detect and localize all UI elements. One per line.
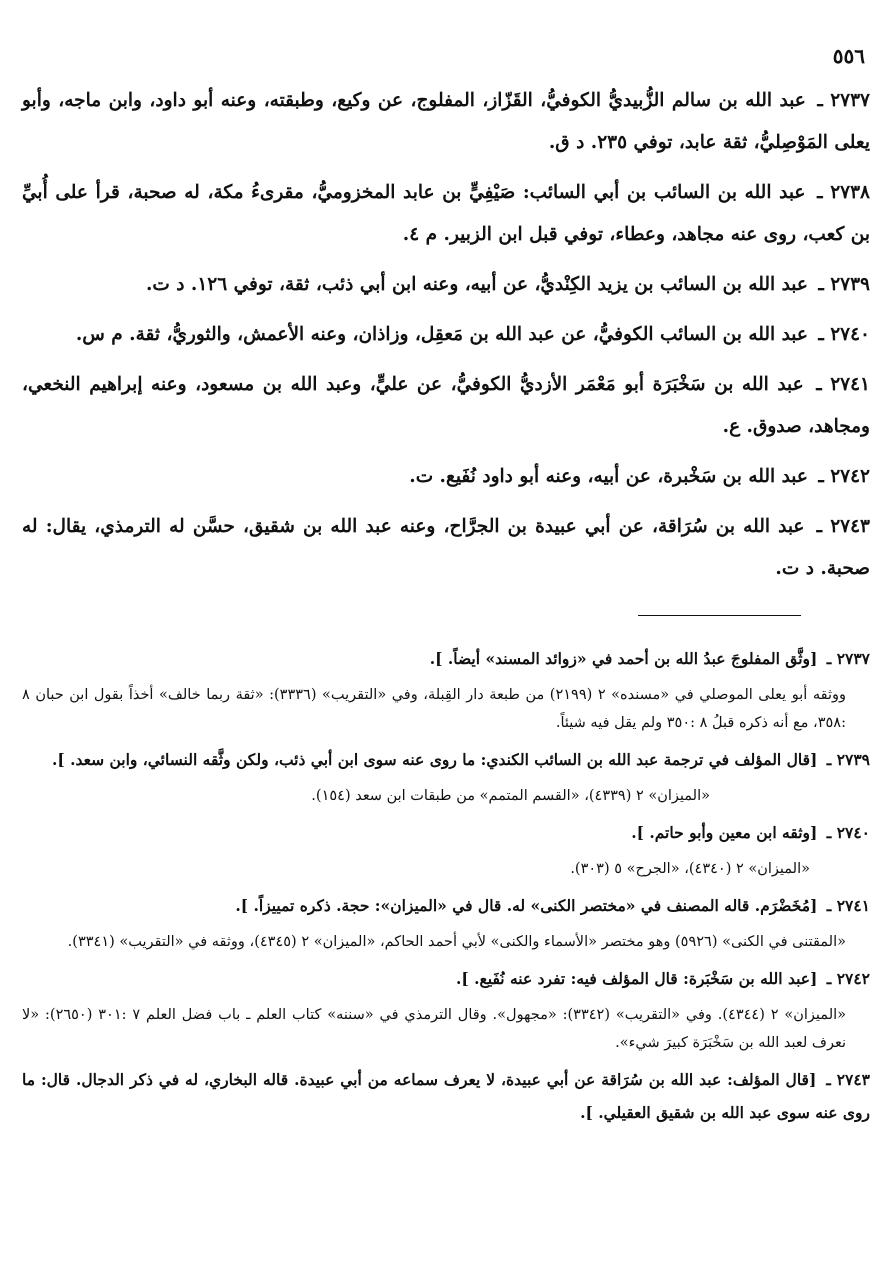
entry-paragraph bbox=[22, 456, 870, 498]
footnote-number: ٢٧٤١ ـ bbox=[826, 896, 870, 915]
footnote-number: ٢٧٤٠ ـ bbox=[826, 823, 870, 842]
entry-paragraph bbox=[22, 264, 870, 306]
footnote-text: [وثقه ابن معين وأبو حاتم. ]. bbox=[631, 823, 818, 842]
entry-text: عبد الله بن السائب الكوفيُّ، عن عبد الله بن مَعقِل، وزاذان، وعنه الأعمش، والثوريُّ، ثقة. م س. bbox=[75, 324, 808, 345]
entry-number: ٢٧٣٨ ـ bbox=[817, 182, 870, 203]
entry-text: عبد الله بن سَخْبرة، عن أبيه، وعنه أبو داود نُفَيع. ت. bbox=[409, 466, 808, 487]
footnote-divider bbox=[638, 615, 801, 616]
entry-text: عبد الله بن سُرَاقة، عن أبي عبيدة بن الجرَّاح، وعنه عبد الله بن شقيق، حسَّن له الترمذي، يقال: له صحبة. د ت. bbox=[22, 516, 870, 579]
footnotes bbox=[22, 642, 870, 1135]
footnote-reference: «الميزان» ٢ (٤٣٤٤). وفي «التقريب» (٣٣٤٢): «مجهول». وقال الترمذي في «سننه» كتاب العلم ـ باب فضل العلم ٧ :٣٠١ (٢٦٥٠): «لا نعرف لعبد الله بن سَخْبَرَة كبيرَ شيء». bbox=[22, 1007, 847, 1051]
entry-paragraph bbox=[22, 172, 870, 256]
entry-number: ٢٧٤٠ ـ bbox=[818, 324, 870, 345]
entry-number: ٢٧٣٩ ـ bbox=[818, 274, 870, 295]
footnote bbox=[22, 743, 870, 776]
footnote bbox=[22, 889, 870, 922]
entry-paragraph bbox=[22, 364, 870, 448]
entry-text: عبد الله بن السائب بن يزيد الكِنْديُّ، عن أبيه، وعنه ابن أبي ذئب، ثقة، توفي ١٢٦. د ت. bbox=[145, 274, 808, 295]
footnote bbox=[22, 642, 870, 675]
footnote-number: ٢٧٤٢ ـ bbox=[826, 969, 870, 988]
entry-text: عبد الله بن السائب بن أبي السائب: صَيْفِيٍّ بن عابد المخزوميُّ، مقرىءُ مكة، له صحبة، قرأ على أُبيِّ بن كعب، روى عنه مجاهد، وعطاء، توفي قبل ابن الزبير. م ٤. bbox=[22, 182, 870, 245]
footnote-text: [وثَّق المفلوجَ عبدُ الله بن أحمد في «زوائد المسند» أيضاً. ]. bbox=[429, 649, 818, 668]
footnote-text: [مُخَضْرَم. قاله المصنف في «مختصر الكنى» له. قال في «الميزان»: حجة. ذكره تمييزاً. ]. bbox=[235, 896, 818, 915]
footnote bbox=[22, 1063, 870, 1129]
footnote-reference: «الميزان» ٢ (٤٣٣٩)، «القسم المتمم» من طبقات ابن سعد (١٥٤). bbox=[311, 788, 710, 804]
entry-text: عبد الله بن سالم الزُّبيديُّ الكوفيُّ، القَزّاز، المفلوج، عن وكيع، وطبقته، وعنه أبو داود، وابن ماجه، وأبو يعلى المَوْصِليُّ، ثقة عابد، توفي ٢٣٥. د ق. bbox=[22, 90, 870, 153]
footnote-text: [عبد الله بن سَخْبَرة: قال المؤلف فيه: تفرد عنه نُفَيع. ]. bbox=[456, 969, 818, 988]
footnote-number: ٢٧٣٧ ـ bbox=[826, 649, 870, 668]
footnote-text: [قال المؤلف في ترجمة عبد الله بن السائب الكندي: ما روى عنه سوى ابن أبي ذئب، ولكن وثَّقه النسائي، وابن سعد. ]. bbox=[51, 750, 818, 769]
footnote bbox=[22, 962, 870, 995]
entry-number: ٢٧٤٣ ـ bbox=[816, 516, 870, 537]
footnote-reference: ووثقه أبو يعلى الموصلي في «مسنده» ٢ (٢١٩٩) من طبعة دار القِبلة، وفي «التقريب» (٣٣٣٦): «ثقة ربما خالف» أخذاً بقول ابن حبان ٨ :٣٥٨، مع أنه ذكره قبلُ ٨ :٣٥٠ ولم يقل فيه شيئاً. bbox=[22, 687, 846, 731]
footnote-number: ٢٧٣٩ ـ bbox=[826, 750, 870, 769]
entry-paragraph bbox=[22, 80, 870, 164]
main-entries bbox=[22, 80, 870, 598]
entry-paragraph bbox=[22, 506, 870, 590]
footnote-reference: «الميزان» ٢ (٤٣٤٠)، «الجرح» ٥ (٣٠٣). bbox=[570, 861, 810, 877]
entry-number: ٢٧٤١ ـ bbox=[816, 374, 870, 395]
entry-number: ٢٧٤٢ ـ bbox=[818, 466, 870, 487]
footnote bbox=[22, 816, 870, 849]
entry-number: ٢٧٣٧ ـ bbox=[817, 90, 870, 111]
footnote-number: ٢٧٤٣ ـ bbox=[826, 1070, 871, 1089]
entry-paragraph bbox=[22, 314, 870, 356]
footnote-reference: «المقتنى في الكنى» (٥٩٢٦) وهو مختصر «الأسماء والكنى» لأبي أحمد الحاكم، «الميزان» ٢ (٤٣٤٥)، ووثقه في «التقريب» (٣٣٤١). bbox=[67, 934, 846, 950]
entry-text: عبد الله بن سَخْبَرَة أبو مَعْمَر الأزديُّ الكوفيُّ، عن عليٍّ، وعبد الله بن مسعود، وعنه إبراهيم النخعي، ومجاهد، صدوق. ع. bbox=[22, 374, 870, 437]
footnote-text: [قال المؤلف: عبد الله بن سُرَاقة عن أبي عبيدة، لا يعرف سماعه من أبي عبيدة. قاله البخاري، له في ذكر الدجال. قال: ما روى عنه سوى عبد الله بن شقيق العقيلي. ]. bbox=[22, 1070, 870, 1122]
page-number: ٥٥٦ bbox=[832, 44, 865, 68]
